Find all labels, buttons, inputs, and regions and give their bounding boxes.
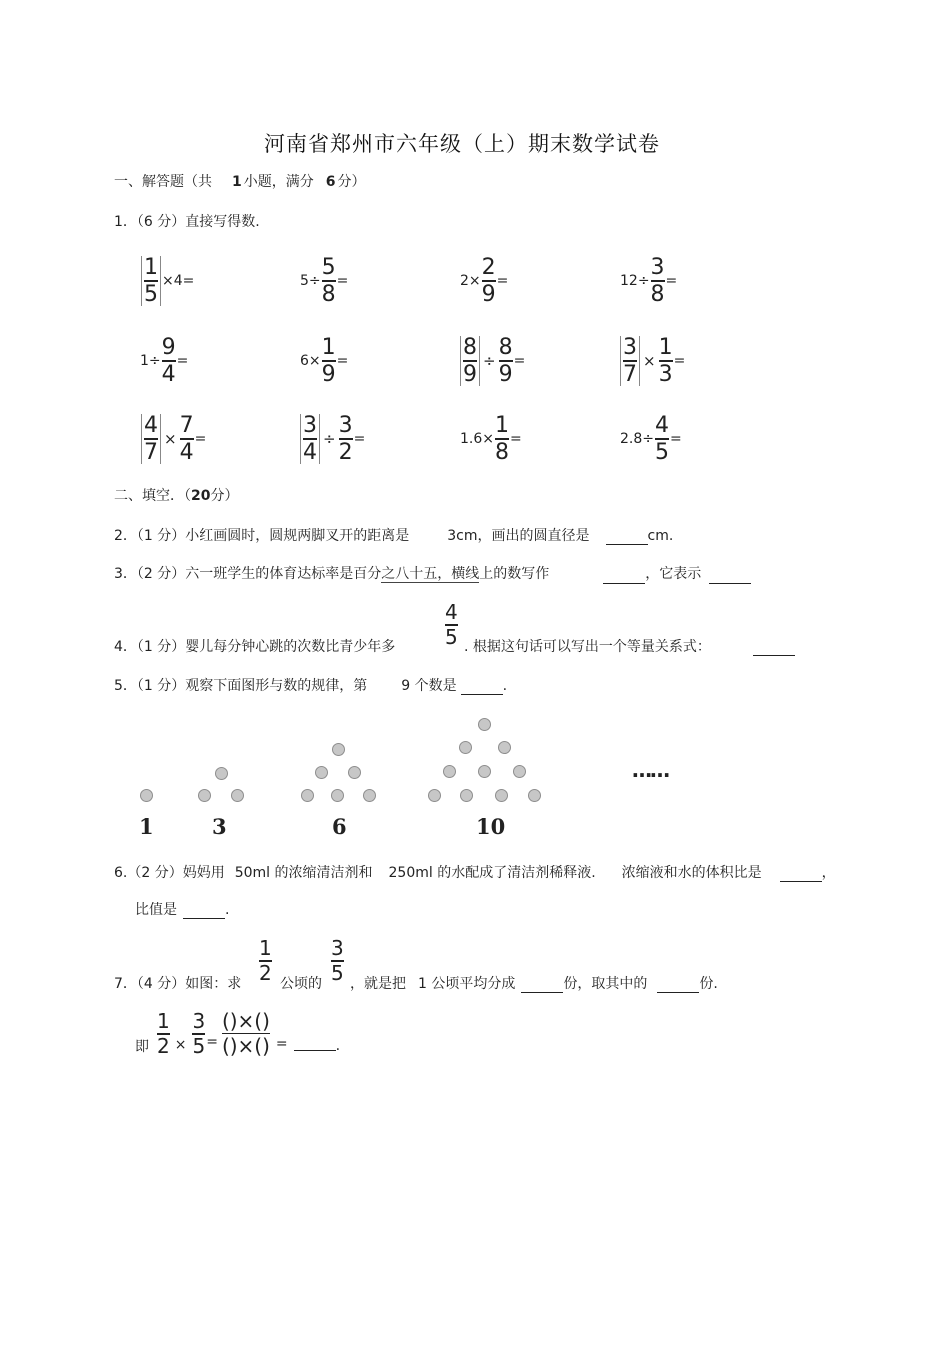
question-4-tail: . 根据这句话可以写出一个等量关系式： xyxy=(464,638,795,656)
expr-3a: $\frac{4}{7}$ × $\frac{7}{4}$ = xyxy=(140,414,206,464)
dot xyxy=(348,766,361,779)
expr-1a: $\frac{1}{5}$ ×4= xyxy=(140,256,194,306)
question-2: 2．（1 分）小红画圆时，圆规两脚叉开的距离是 3cm，画出的圆直径是 cm. xyxy=(114,528,674,544)
dot xyxy=(498,741,511,754)
dot xyxy=(513,765,526,778)
dot xyxy=(331,789,344,802)
expr-1b: 5÷ $\frac{5}{8}$ = xyxy=(300,255,349,307)
question-4: 4．（1 分）婴儿每分钟心跳的次数比青少年多 xyxy=(114,639,396,655)
question-7-tail: ，就是把 1 公顷平均分成 份，取其中的 份. xyxy=(350,976,718,992)
dot xyxy=(332,743,345,756)
dot xyxy=(478,718,491,731)
question-6-line-2: 比值是 . xyxy=(135,902,230,918)
dot xyxy=(495,789,508,802)
pattern-label-2: 3 xyxy=(212,814,227,839)
dot xyxy=(315,766,328,779)
pattern-label-3: 6 xyxy=(332,814,347,839)
dot xyxy=(478,765,491,778)
section-1-heading: 一、解答题（共 1 小题，满分 6 分） xyxy=(114,174,366,190)
question-6-line-1: 6.（2 分）妈妈用 50ml 的浓缩清洁剂和 250ml 的水配成了清洁剂稀释液. 浓缩液和水的体积比是 ， xyxy=(114,865,836,881)
question-7-fraction-1: $\frac{1}{2}$ xyxy=(259,936,272,985)
dot xyxy=(231,789,244,802)
dot xyxy=(140,789,153,802)
expr-3d: 2.8÷ $\frac{4}{5}$ = xyxy=(620,413,682,465)
dot xyxy=(428,789,441,802)
question-7-fraction-2: $\frac{3}{5}$ xyxy=(331,936,344,985)
dot xyxy=(198,789,211,802)
expr-2d: $\frac{3}{7}$ × $\frac{1}{3}$ = xyxy=(619,336,685,386)
expr-2a: 1÷ $\frac{9}{4}$ = xyxy=(140,335,189,387)
dot xyxy=(301,789,314,802)
dot xyxy=(215,767,228,780)
expr-1d: 12÷ $\frac{3}{8}$ = xyxy=(620,255,678,307)
section-2-heading: 二、填空．（20分） xyxy=(114,488,239,504)
dot xyxy=(443,765,456,778)
question-4-fraction: $\frac{4}{5}$ xyxy=(445,600,458,649)
dot xyxy=(363,789,376,802)
pattern-label-1: 1 xyxy=(139,814,154,839)
question-7-lead: 7．（4 分）如图：求 xyxy=(114,976,242,992)
pattern-label-4: 10 xyxy=(476,814,506,839)
page-title: 河南省郑州市六年级（上）期末数学试卷 xyxy=(264,132,660,156)
expr-2c: $\frac{8}{9}$ ÷ $\frac{8}{9}$ = xyxy=(459,336,525,386)
question-1-label: 1．（6 分）直接写得数. xyxy=(114,214,260,230)
dot xyxy=(528,789,541,802)
expr-3b: $\frac{3}{4}$ ÷ $\frac{3}{2}$ = xyxy=(299,414,365,464)
question-7-equation: 即 $\frac{1}{2}$ × $\frac{3}{5}$ = $\frac{()\times()}{()\times()}$ = . xyxy=(135,1008,341,1058)
expr-1c: 2× $\frac{2}{9}$ = xyxy=(460,255,509,307)
dot xyxy=(460,789,473,802)
question-7-mid: 公顷的 xyxy=(280,976,322,992)
expr-2b: 6× $\frac{1}{9}$ = xyxy=(300,335,349,387)
dot xyxy=(459,741,472,754)
question-3: 3．（2 分）六一班学生的体育达标率是百分之八十五，横线上的数写作 ，它表示 xyxy=(114,565,751,584)
question-5: 5．（1 分）观察下面图形与数的规律，第 9 个数是 . xyxy=(114,678,508,694)
pattern-ellipsis: …… xyxy=(632,758,668,782)
expr-3c: 1.6× $\frac{1}{8}$ = xyxy=(460,413,522,465)
